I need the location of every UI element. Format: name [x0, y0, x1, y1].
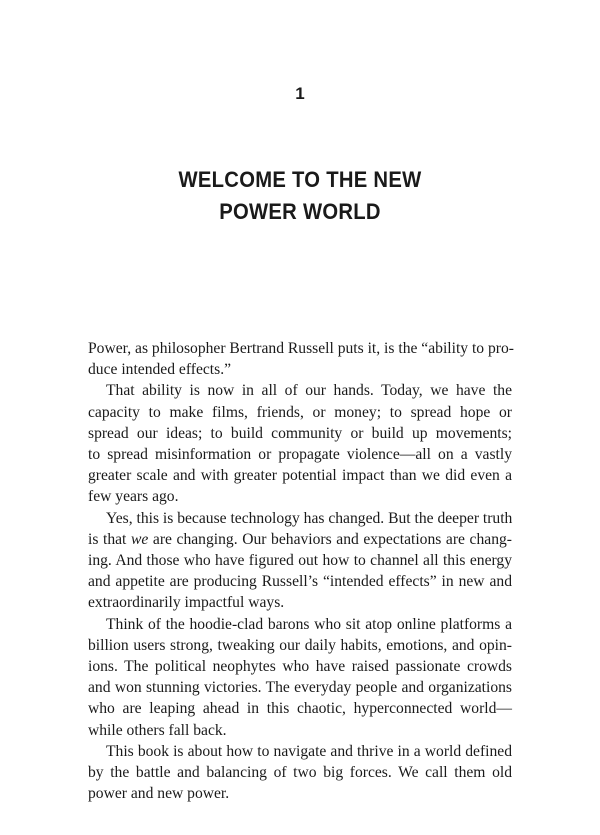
text-line: to spread misinformation or propagate violence—all on a vastly: [88, 446, 512, 464]
chapter-title: [24, 164, 576, 228]
paragraph: [88, 380, 512, 507]
paragraph: [88, 741, 512, 805]
text-line: ions. The political neophytes who have raised passionate crowds: [88, 658, 512, 676]
text-line: few years ago.: [88, 488, 179, 506]
text-line: This book is about how to navigate and thrive in a world defined: [106, 742, 512, 760]
text-line: Think of the hoodie-clad barons who sit atop online platforms a: [106, 615, 512, 633]
text-line: power and new power.: [88, 785, 230, 803]
paragraph: [88, 508, 512, 614]
text-line: capacity to make films, friends, or money; to spread hope or: [88, 403, 512, 421]
text-line: extraordinarily impactful ways.: [88, 594, 285, 612]
text-line: Yes, this is because technology has changed. But the deeper truth: [106, 509, 513, 527]
paragraph: [88, 338, 512, 380]
paragraph: [88, 614, 512, 741]
text-segment: are changing. Our behaviors and expectations are chang-: [148, 530, 512, 548]
emphasis: we: [130, 530, 149, 548]
text-line: duce intended effects.”: [88, 361, 232, 379]
text-line: Power, as philosopher Bertrand Russell puts it, is the “ability to pro-: [88, 340, 514, 357]
text-line: billion users strong, tweaking our daily habits, emotions, and opin-: [88, 636, 512, 654]
text-line: by the battle and balancing of two big forces. We call them old: [88, 764, 512, 782]
body-text: [88, 338, 512, 804]
text-line: That ability is now in all of our hands. Today, we have the: [106, 382, 512, 400]
text-segment: is that: [88, 530, 131, 548]
chapter-title-line: WELCOME TO THE NEW: [178, 167, 422, 192]
text-line: and appetite are producing Russell’s “intended effects” in new and: [88, 573, 512, 591]
text-line: who are leaping ahead in this chaotic, hyperconnected world—: [88, 700, 512, 718]
text-line: and won stunning victories. The everyday people and organizations: [88, 679, 512, 697]
text-line: while others fall back.: [88, 721, 227, 739]
text-line: greater scale and with greater potential impact than we did even a: [88, 467, 512, 485]
chapter-title-line: POWER WORLD: [219, 199, 381, 224]
text-line: ing. And those who have figured out how to channel all this energy: [88, 552, 512, 570]
text-line: spread our ideas; to build community or build up movements;: [88, 424, 512, 442]
text-line: [88, 529, 512, 550]
chapter-number: 1: [295, 84, 305, 103]
